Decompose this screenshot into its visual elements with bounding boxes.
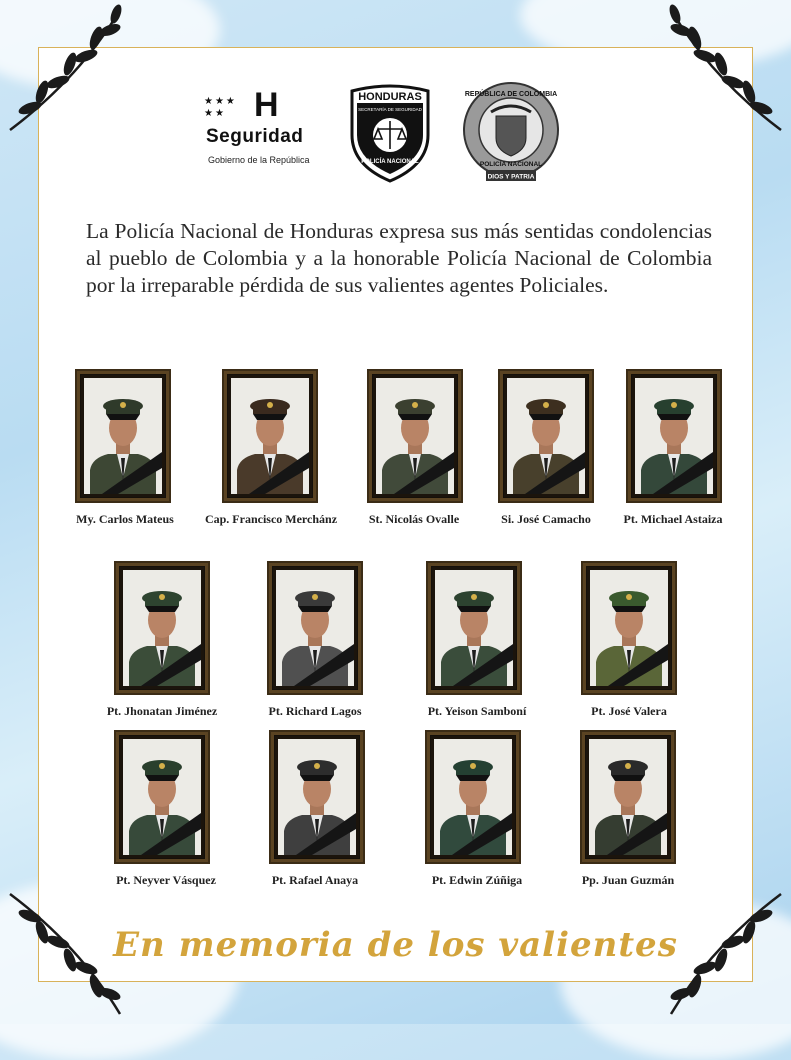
officer-portrait <box>114 730 210 864</box>
officer-portrait <box>580 730 676 864</box>
honduras-police-badge-icon <box>346 83 434 183</box>
officer-photo <box>589 739 667 855</box>
officer-portrait <box>75 369 171 503</box>
officer-photo <box>507 378 585 494</box>
officer-portrait <box>626 369 722 503</box>
officer-name: St. Nicolás Ovalle <box>368 512 460 526</box>
seal-middle-text: POLICÍA NACIONAL <box>479 161 543 168</box>
seguridad-subtitle: Gobierno de la República <box>208 155 310 165</box>
officer-photo <box>123 570 201 686</box>
condolence-message: La Policía Nacional de Honduras expresa sus más sentidas condolencias al pueblo de Colombia y a la honorable Policía Nacional de Colombia por la irreparable pérdida de sus valientes agentes Policiales. <box>86 219 712 297</box>
officer-name: Pt. Neyver Vásquez <box>116 873 216 887</box>
seal-bottom-text: DIOS Y PATRIA <box>487 173 535 181</box>
officer-name: Si. José Camacho <box>501 512 591 526</box>
officer-name: Pt. Edwin Zúñiga <box>431 873 523 887</box>
officer-photo <box>590 570 668 686</box>
officer-name: Pt. Rafael Anaya <box>271 873 359 887</box>
officer-name: My. Carlos Mateus <box>76 512 174 526</box>
officer-photo <box>276 570 354 686</box>
officer-portrait <box>222 369 318 503</box>
seguridad-name: Seguridad <box>206 126 304 147</box>
officer-name: Pt. José Valera <box>591 704 667 718</box>
officer-photo <box>376 378 454 494</box>
officer-name: Pt. Jhonatan Jiménez <box>106 704 218 718</box>
badge-top-text: HONDURAS <box>358 91 422 103</box>
officer-photo <box>635 378 713 494</box>
seguridad-logo <box>204 86 334 172</box>
olive-branch-top-left-icon <box>0 0 140 140</box>
officer-portrait <box>498 369 594 503</box>
officer-name: Pt. Yeison Samboní <box>427 704 527 718</box>
officer-portrait <box>269 730 365 864</box>
officer-portrait <box>367 369 463 503</box>
officer-name: Pt. Michael Astaiza <box>623 512 723 526</box>
officer-name: Cap. Francisco Merchánz <box>204 512 338 526</box>
badge-small-text: SECRETARÍA DE SEGURIDAD <box>358 107 422 112</box>
officer-photo <box>435 570 513 686</box>
officer-portrait <box>114 561 210 695</box>
stars-icon: ★★★ ★★ <box>204 96 237 119</box>
officer-portrait <box>267 561 363 695</box>
officer-photo <box>123 739 201 855</box>
officer-photo <box>278 739 356 855</box>
officer-photo <box>231 378 309 494</box>
officer-name: Pp. Juan Guzmán <box>581 873 675 887</box>
olive-branch-top-right-icon <box>651 0 791 140</box>
officer-photo <box>434 739 512 855</box>
colombia-police-seal-icon <box>456 80 566 184</box>
officer-photo <box>84 378 162 494</box>
officer-portrait <box>581 561 677 695</box>
seal-top-text: REPÚBLICA DE COLOMBIA <box>464 91 558 98</box>
seguridad-letter: H <box>254 86 279 124</box>
badge-bottom-text: POLICÍA NACIONAL <box>361 159 419 165</box>
closing-phrase: En memoria de los valientes <box>113 925 678 965</box>
officer-portrait <box>425 730 521 864</box>
officer-portrait <box>426 561 522 695</box>
officer-name: Pt. Richard Lagos <box>268 704 362 718</box>
